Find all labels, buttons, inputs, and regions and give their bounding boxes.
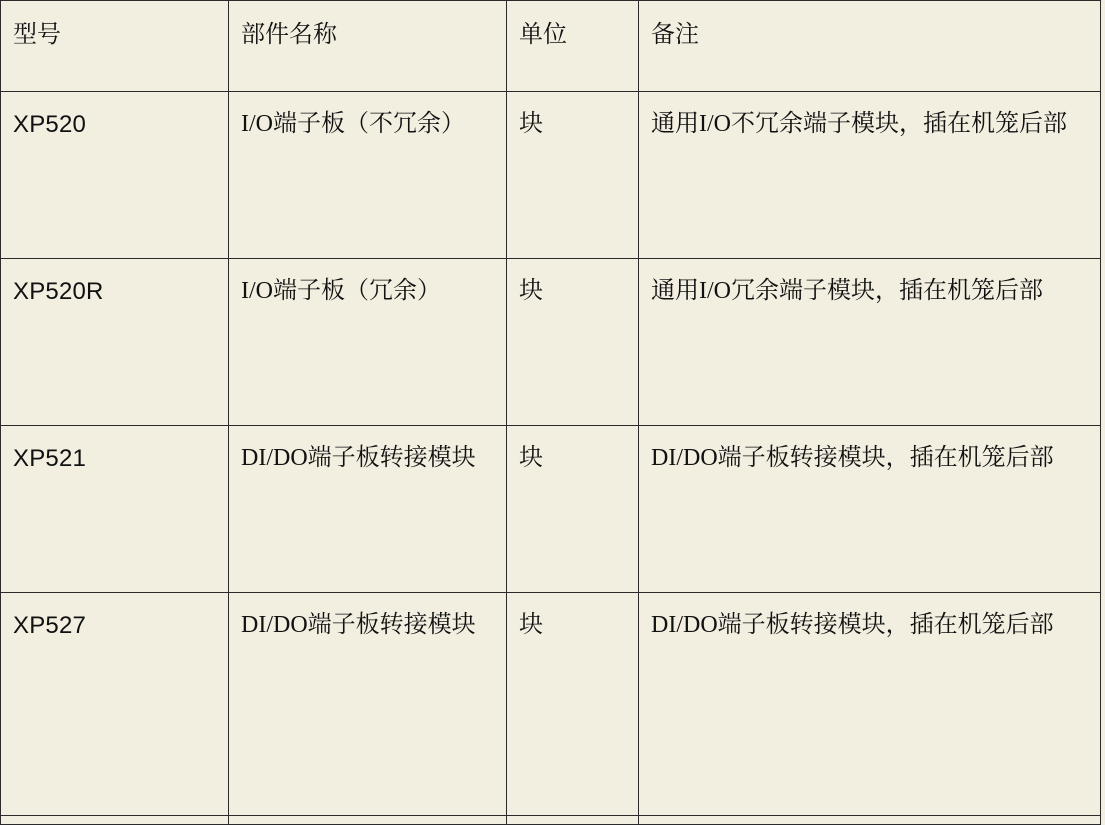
cell-model: XP520R <box>1 259 229 426</box>
table-row <box>1 593 1101 816</box>
table-header-row <box>1 1 1101 92</box>
column-header-remark: 备注 <box>639 1 1101 92</box>
cell-model: XP521 <box>1 426 229 593</box>
cell-part-name-partial <box>229 816 507 825</box>
cell-model-partial <box>1 816 229 825</box>
column-header-unit: 单位 <box>507 1 639 92</box>
cell-remark-partial <box>639 816 1101 825</box>
table-row-partial <box>1 816 1101 825</box>
cell-model: XP527 <box>1 593 229 816</box>
cell-remark: DI/DO端子板转接模块，插在机笼后部 <box>639 593 1101 816</box>
cell-unit: 块 <box>507 593 639 816</box>
table-row <box>1 259 1101 426</box>
cell-part-name: I/O端子板（不冗余） <box>229 92 507 259</box>
column-header-model: 型号 <box>1 1 229 92</box>
table-row <box>1 92 1101 259</box>
cell-unit: 块 <box>507 92 639 259</box>
cell-remark: DI/DO端子板转接模块，插在机笼后部 <box>639 426 1101 593</box>
cell-model: XP520 <box>1 92 229 259</box>
cell-part-name: DI/DO端子板转接模块 <box>229 593 507 816</box>
cell-remark: 通用I/O不冗余端子模块，插在机笼后部 <box>639 92 1101 259</box>
cell-remark: 通用I/O冗余端子模块，插在机笼后部 <box>639 259 1101 426</box>
cell-unit: 块 <box>507 259 639 426</box>
cell-part-name: I/O端子板（冗余） <box>229 259 507 426</box>
table-row <box>1 426 1101 593</box>
cell-unit-partial <box>507 816 639 825</box>
column-header-part-name: 部件名称 <box>229 1 507 92</box>
cell-part-name: DI/DO端子板转接模块 <box>229 426 507 593</box>
cell-unit: 块 <box>507 426 639 593</box>
